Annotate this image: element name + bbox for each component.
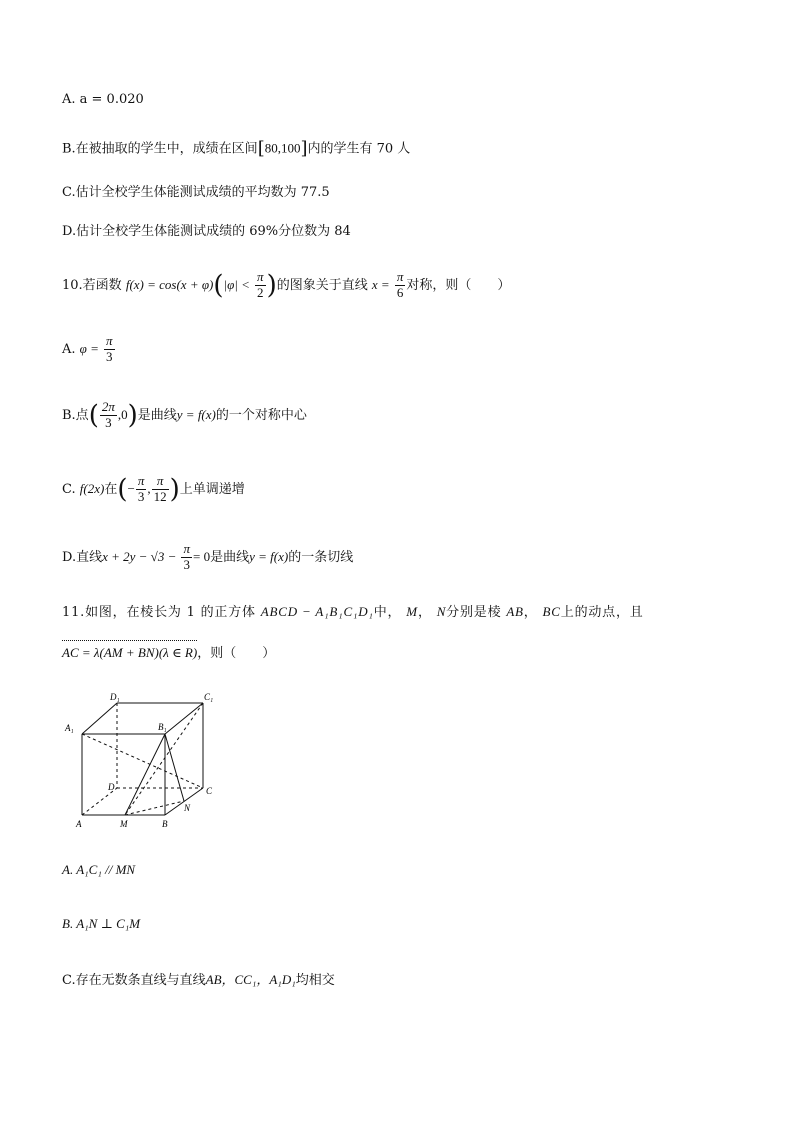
q11-stem-line2: AC = λ(AM + BN)(λ ∈ R)，则（ ）: [62, 645, 276, 661]
q11-stem-line1: 11.如图，在棱长为 1 的正方体 ABCD − A₁B₁C₁D₁中， M， N分别是棱 AB， BC上的动点，且: [62, 604, 644, 620]
label-d: D: [108, 782, 115, 792]
q10-option-c: C. f(2x)在(− $\frac{\pi}{3}$ , $\frac{\pi}{12}$ )上单调递增: [62, 473, 245, 505]
q10-stem: 10.若函数 f(x) = cos(x + φ)(|φ| < $\frac{\pi}{2}$ )的图象关于直线 x = $\frac{\pi}{6}$ 对称，则（ ）: [62, 269, 511, 301]
q11-option-c: C.存在无数条直线与直线AB，CC₁，A₁D₁均相交: [62, 972, 335, 988]
q9-option-a: A. a = 0.020: [62, 92, 144, 107]
q10-option-d: D.直线x + 2y − √3 − $\frac{\pi}{3}$ = 0是曲线y = f(x)的一条切线: [62, 541, 354, 572]
label-a1: A₁: [65, 723, 74, 733]
label-m: M: [120, 819, 128, 829]
q11-option-b: B. A₁N ⊥ C₁M: [62, 916, 141, 931]
label-b1: B₁: [158, 722, 167, 732]
label-c: C: [206, 786, 213, 796]
q9-option-b: B.在被抽取的学生中，成绩在区间[80,100]内的学生有 70 人: [62, 138, 411, 159]
cube-diagram: [62, 690, 222, 830]
label-a: A: [76, 819, 82, 829]
cube-figure: [62, 690, 222, 830]
label-b: B: [162, 819, 168, 829]
q11-option-a: A. A₁C₁ // MN: [62, 862, 136, 877]
q10-option-a: A. φ = $\frac{\pi}{3}$: [62, 333, 113, 364]
label-n: N: [184, 803, 191, 813]
label-c1: C₁: [204, 692, 214, 702]
q9-option-d: D.估计全校学生体能测试成绩的 69%分位数为 84: [62, 224, 351, 239]
q10-option-b: B.点( $\frac{2\pi}{3}$ ,0)是曲线y = f(x)的一个对称中心: [62, 399, 307, 431]
q9-option-c: C.估计全校学生体能测试成绩的平均数为 77.5: [62, 185, 330, 200]
label-d1: D₁: [110, 692, 120, 702]
